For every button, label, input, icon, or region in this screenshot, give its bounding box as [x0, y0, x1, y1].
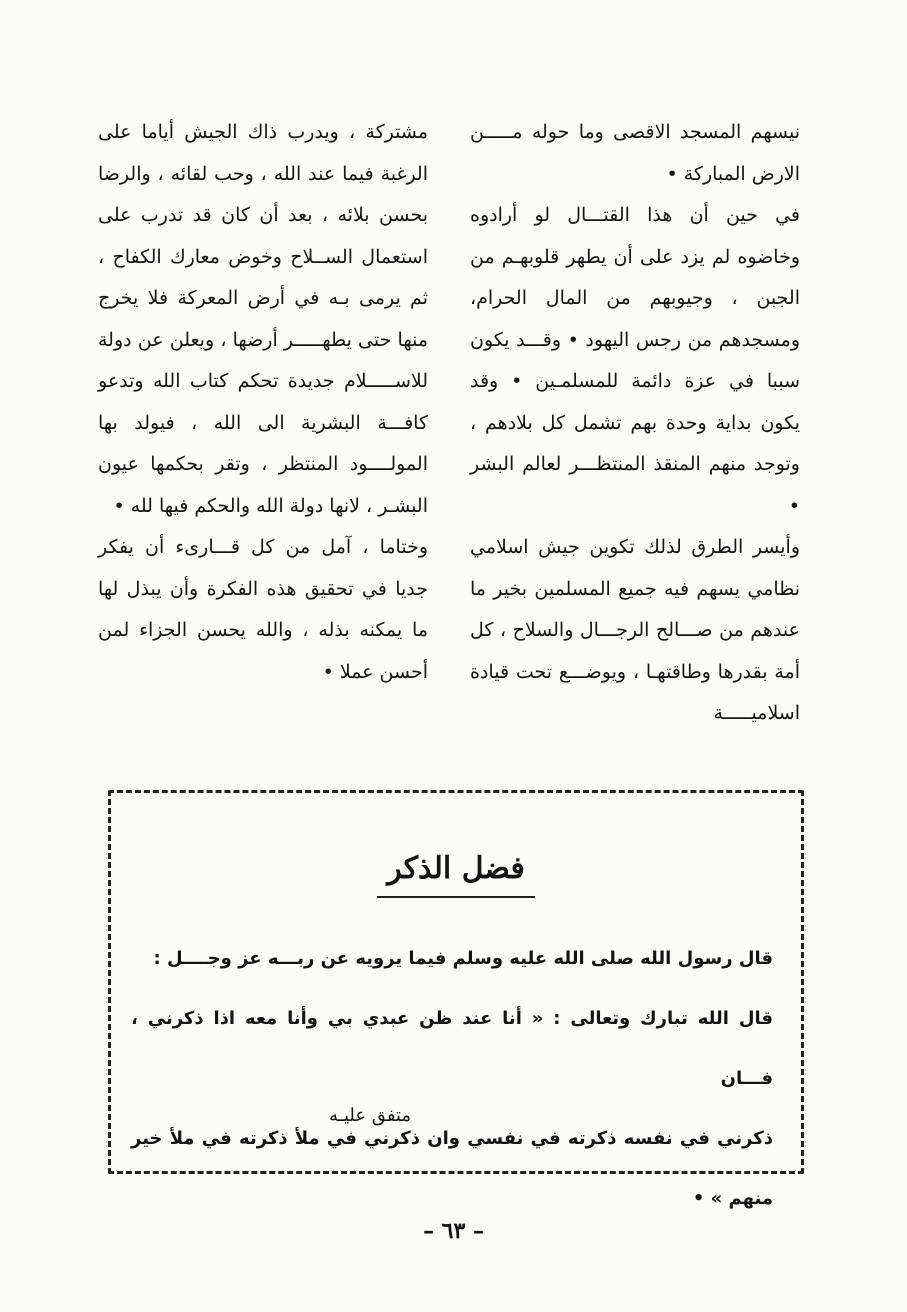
- hadith-line-1: قال رسول الله صلى الله عليه وسلم فيما يرويه عن ربـــه عز وجــــل :: [153, 948, 773, 969]
- right-paragraph-3: وأيسر الطرق لذلك تكوين جيش اسلامي نظامي يسهم فيه جميع المسلمين بخير ما عندهم من صـــالح الرجـــال والسلاح ، كل أمة بقدرها وطاقتهـا ، ويوضـــع تحت قيادة اسلاميـــــة: [470, 536, 800, 724]
- left-text-column: [98, 112, 428, 693]
- hadith-text: [131, 929, 773, 1229]
- hadith-box: [108, 790, 804, 1209]
- right-paragraph-2: في حين أن هذا القتـــال لو أرادوه وخاضوه لم يزد على أن يطهر قلوبهـم من الجبن ، وجيوبهم من المال الحرام، ومسجدهم من رجس اليهود • وقـــد يكون سببا في عزة دائمة للمسلمـين • وقد يكون بداية وحدة بهم تشمل كل بلادهم ، وتوجد منهم المنقذ المنتظـــر لعالم البشر •: [470, 204, 800, 517]
- right-text-column: [470, 112, 800, 735]
- hadith-box-title: [111, 851, 801, 898]
- hadith-line-2: قال الله تبارك وتعالى : « أنا عند ظن عبدي بي وأنا معه اذا ذكرني ، فـــان: [131, 1008, 773, 1089]
- hadith-line-3: ذكرني في نفسه ذكرته في نفسي وان ذكرني في ملأ ذكرته في ملأ خير منهم » •: [131, 1128, 773, 1209]
- hadith-source: متفق عليـه: [329, 1105, 411, 1126]
- right-paragraph-1: نيسهم المسجد الاقصى وما حوله مـــــن الارض المباركة •: [470, 121, 800, 185]
- left-paragraph-1: مشتركة ، ويدرب ذاك الجيش أياما على الرغبة فيما عند الله ، وحب لقائه ، والرضا بحسن بلائه ، بعد أن كان قد تدرب على استعمال الســلاح وخوض معارك الكفاح ، ثم يرمى بـه في أرض المعركة فلا يخرج منها حتى يطهـــــر أرضها ، ويعلن عن دولة للاســـــلام جديدة تحكم كتاب الله وتدعو كافـــة البشرية الى الله ، فيولد بها المولــــود المنتظر ، وتقر بحكمها عيون البشـر ، لانها دولة الله والحكم فيها لله •: [98, 121, 428, 517]
- page-number: – ٦٣ –: [423, 1218, 484, 1244]
- left-paragraph-2: وختاما ، آمل من كل قـــارىء أن يفكر جديا في تحقيق هذه الفكرة وأن يبذل لها ما يمكنه بذله ، والله يحسن الجزاء لمن أحسن عملا •: [98, 536, 428, 683]
- hadith-title-text: فضل الذكر: [377, 851, 535, 898]
